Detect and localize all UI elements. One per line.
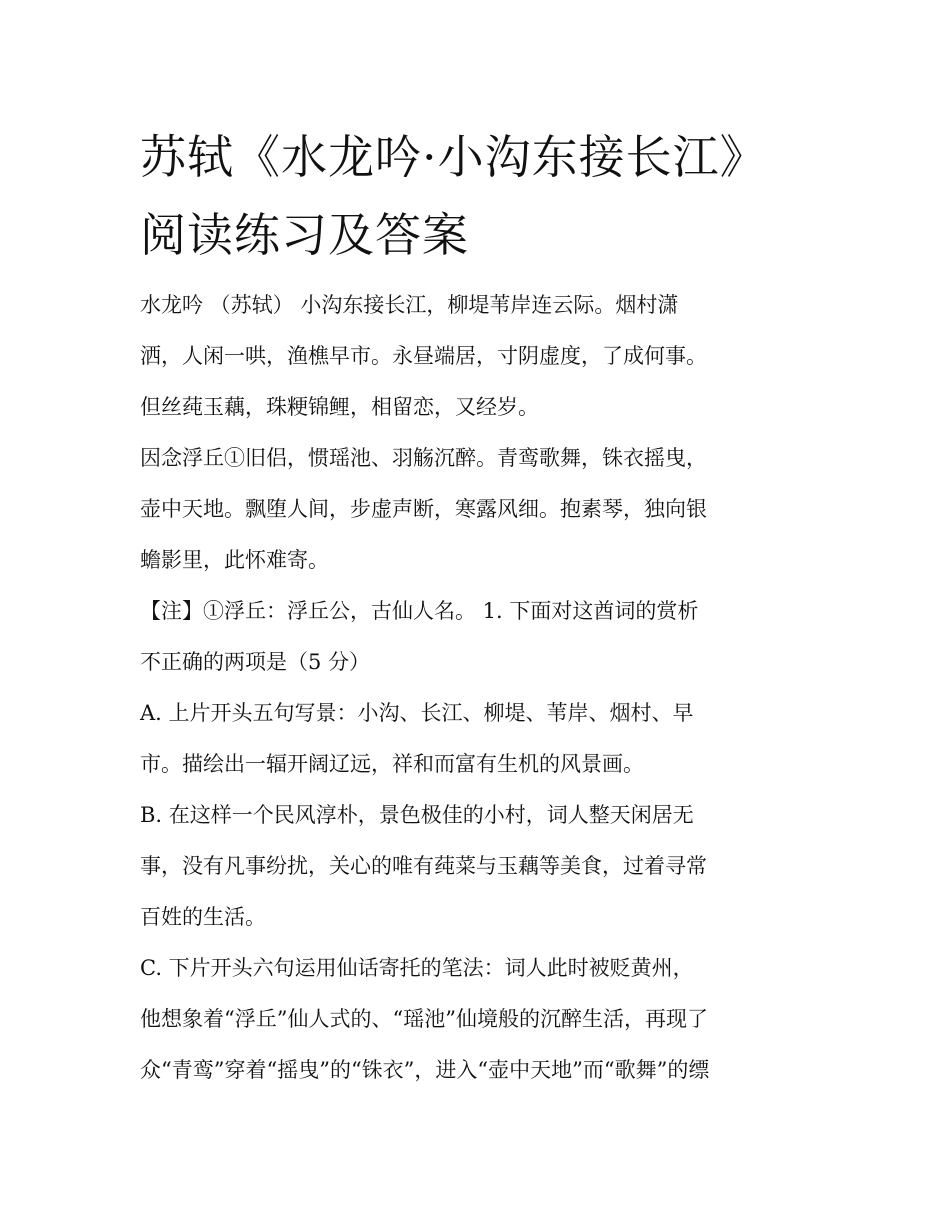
body-line: 蟾影里，此怀难寄。 bbox=[140, 548, 329, 572]
body-line: 市。描绘出一辐开阔辽远，祥和而富有生机的风景画。 bbox=[140, 752, 644, 776]
body-line: 众“青鸾”穿着“摇曳”的“铢衣”，进入“壶中天地”而“歌舞”的缥 bbox=[140, 1058, 710, 1082]
document-title bbox=[140, 118, 860, 274]
body-line: B. 在这样一个民风淳朴，景色极佳的小村，词人整天闲居无 bbox=[140, 803, 694, 827]
body-line: 他想象着“浮丘”仙人式的、“瑶池”仙境般的沉醉生活，再现了 bbox=[140, 1007, 708, 1031]
body-line: C. 下片开头六句运用仙话寄托的笔法：词人此时被贬黄州， bbox=[140, 956, 694, 980]
body-line: A. 上片开头五句写景：小沟、长江、柳堤、苇岸、烟村、早 bbox=[140, 701, 694, 725]
title-line: 阅读练习及答案 bbox=[140, 208, 469, 262]
body-line: 【注】①浮丘：浮丘公，古仙人名。 1. 下面对这酋词的赏析 bbox=[140, 599, 699, 623]
body-line: 事，没有凡事纷扰，关心的唯有莼菜与玉藕等美食，过着寻常 bbox=[140, 854, 707, 878]
title-line: 苏轼《水龙吟·小沟东接长江》 bbox=[140, 130, 767, 184]
body-line: 壶中天地。飘堕人间，步虚声断，寒露风细。抱素琴，独向银 bbox=[140, 497, 707, 521]
body-line: 不正确的两项是（5 分） bbox=[140, 650, 371, 674]
body-line: 水龙吟 （苏轼） 小沟东接长江，柳堤苇岸连云际。烟村潇 bbox=[140, 293, 679, 317]
body-line: 洒，人闲一哄，渔樵早市。永昼端居，寸阴虚度，了成何事。 bbox=[140, 344, 707, 368]
body-line: 百姓的生活。 bbox=[140, 905, 266, 929]
body-line: 因念浮丘①旧侣，惯瑶池、羽觞沉醉。青鸾歌舞，铢衣摇曳， bbox=[140, 446, 707, 470]
body-line: 但丝莼玉藕，珠粳锦鲤，相留恋，又经岁。 bbox=[140, 395, 539, 419]
document-body bbox=[140, 280, 820, 1096]
